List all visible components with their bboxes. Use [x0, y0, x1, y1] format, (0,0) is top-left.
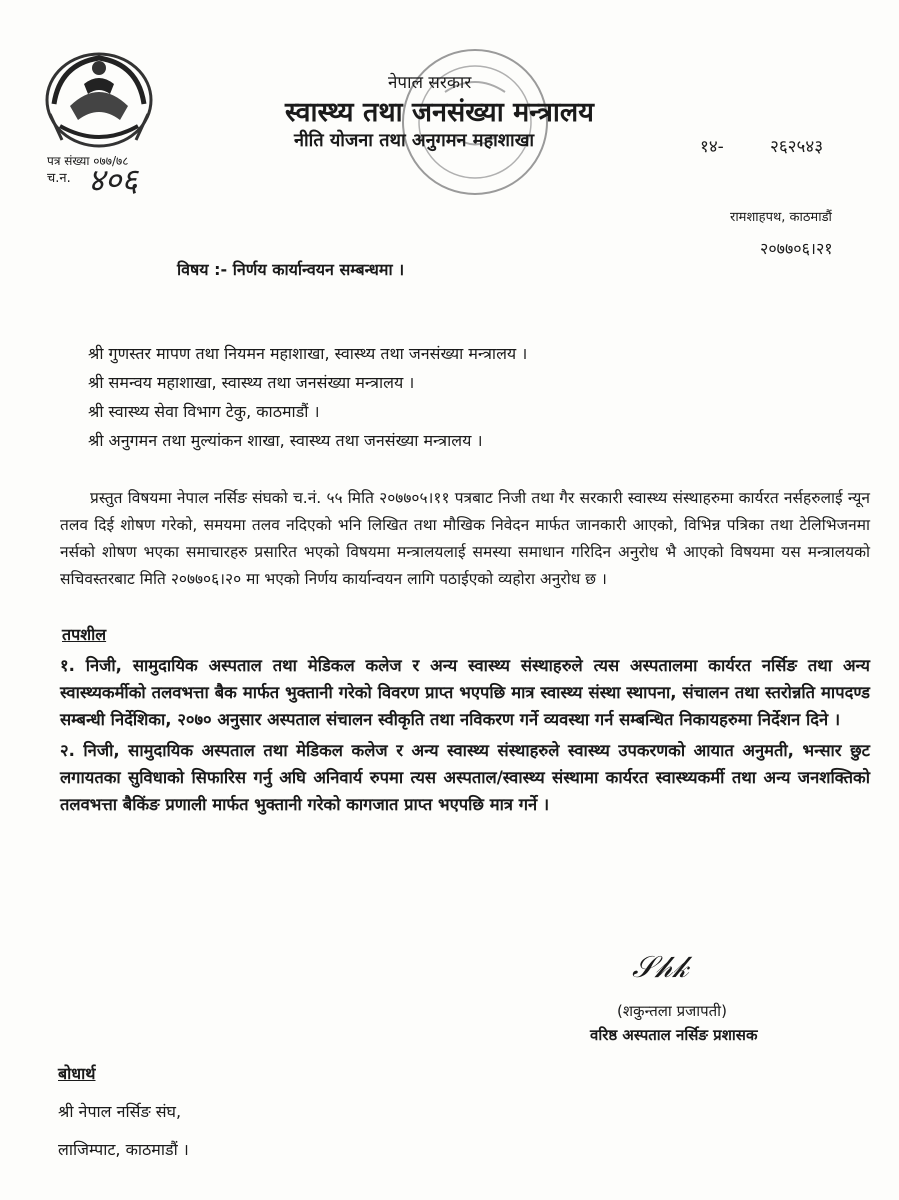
ministry-name: स्वास्थ्य तथा जनसंख्या मन्त्रालय: [285, 97, 594, 128]
signature-mark: 𝒮𝒽𝓀: [632, 950, 689, 985]
recipient-list: [88, 342, 527, 458]
office-address: रामशाहपथ, काठमाडौं: [730, 210, 832, 225]
dispatch-number-handwritten: ४०६: [88, 161, 138, 199]
details-heading: तपशील: [62, 625, 107, 644]
cc-heading: बोधार्थ: [58, 1064, 96, 1083]
decision-item: १. निजी, सामुदायिक अस्पताल तथा मेडिकल कलेज र अन्य स्वास्थ्य संस्थाहरुले त्यस अस्पतालमा कार्यरत नर्सिङ तथा अन्य स्वास्थ्यकर्मीको तलवभत्ता बैक मार्फत भुक्तानी गरेको विवरण प्राप्त भएपछि मात्र स्वास्थ्य संस्था स्थापना, संचालन तथा स्तरोन्नति मापदण्ड सम्बन्धी निर्देशिका, २०७० अनुसार अस्पताल संचालन स्वीकृति तथा नविकरण गर्ने व्यवस्था गर्न सम्बन्धित निकायहरुमा निर्देशन दिने ।: [60, 656, 870, 729]
government-name: नेपाल सरकार: [388, 73, 472, 93]
letter-number: पत्र संख्या ०७७/७८: [47, 154, 129, 168]
body-text: प्रस्तुत विषयमा नेपाल नर्सिङ संघको च.नं. ५५ मिति २०७७०५।११ पत्रबाट निजी तथा गैर सरकारी स्वास्थ्य संस्थाहरुमा कार्यरत नर्सहरुलाई न्यून तलव दिई शोषण गरेको, समयमा तलव नदिएको भनि लिखित तथा मौखिक निवेदन मार्फत जानकारी आएको, विभिन्न पत्रिका तथा टेलिभिजनमा नर्सको शोषण भएका समाचारहरु प्रसारित भएको विषयमा मन्त्रालयलाई समस्या समाधान गरिदिन अनुरोध भै आएको विषयमा यस मन्त्रालयको सचिवस्तरबाट मिति २०७७०६।२० मा भएको निर्णय कार्यान्वयन लागि पठाईएको व्यहोरा अनुरोध छ ।: [60, 489, 870, 588]
division-name: नीति योजना तथा अनुगमन महाशाखा: [294, 130, 535, 151]
decision-item: २. निजी, सामुदायिक अस्पताल तथा मेडिकल कलेज र अन्य स्वास्थ्य संस्थाहरुले स्वास्थ्य उपकरणको आयात अनुमती, भन्सार छुट लगायतका सुविधाको सिफारिस गर्नु अघि अनिवार्य रुपमा त्यस अस्पताल/स्वास्थ्य संस्थामा कार्यरत स्वास्थ्यकर्मी तथा अन्य जनशक्तिको तलवभत्ता बैकिंङ प्रणाली मार्फत भुक्तानी गरेको कागजात प्राप्त भएपछि मात्र गर्ने ।: [60, 741, 870, 814]
recipient-item: श्री अनुगमन तथा मुल्यांकन शाखा, स्वास्थ्य तथा जनसंख्या मन्त्रालय ।: [88, 431, 483, 450]
phone-number: २६२५४३: [770, 137, 824, 157]
cc-recipient: श्री नेपाल नर्सिङ संघ,: [58, 1102, 182, 1121]
letter-date: २०७७०६।२१: [760, 239, 833, 258]
recipient-item: श्री स्वास्थ्य सेवा विभाग टेकु, काठमाडौं ।: [88, 402, 320, 421]
signatory-name: (शकुन्तला प्रजापती): [617, 1002, 727, 1020]
nepal-emblem-icon: [40, 44, 158, 152]
body-paragraph: [60, 485, 870, 593]
recipient-item: श्री गुणस्तर मापण तथा नियमन महाशाखा, स्वास्थ्य तथा जनसंख्या मन्त्रालय ।: [88, 344, 528, 363]
signatory-title: वरिष्ठ अस्पताल नर्सिङ प्रशासक: [590, 1026, 758, 1044]
cc-address: लाजिम्पाट, काठमाडौं ।: [58, 1140, 189, 1159]
dispatch-number-label: च.न.: [47, 171, 71, 186]
decision-list: [60, 652, 870, 822]
recipient-item: श्री समन्वय महाशाखा, स्वास्थ्य तथा जनसंख्या मन्त्रालय ।: [88, 373, 415, 392]
phone-prefix: १४-: [700, 137, 724, 157]
subject-line: विषय :- निर्णय कार्यान्वयन सम्बन्धमा ।: [177, 260, 405, 279]
